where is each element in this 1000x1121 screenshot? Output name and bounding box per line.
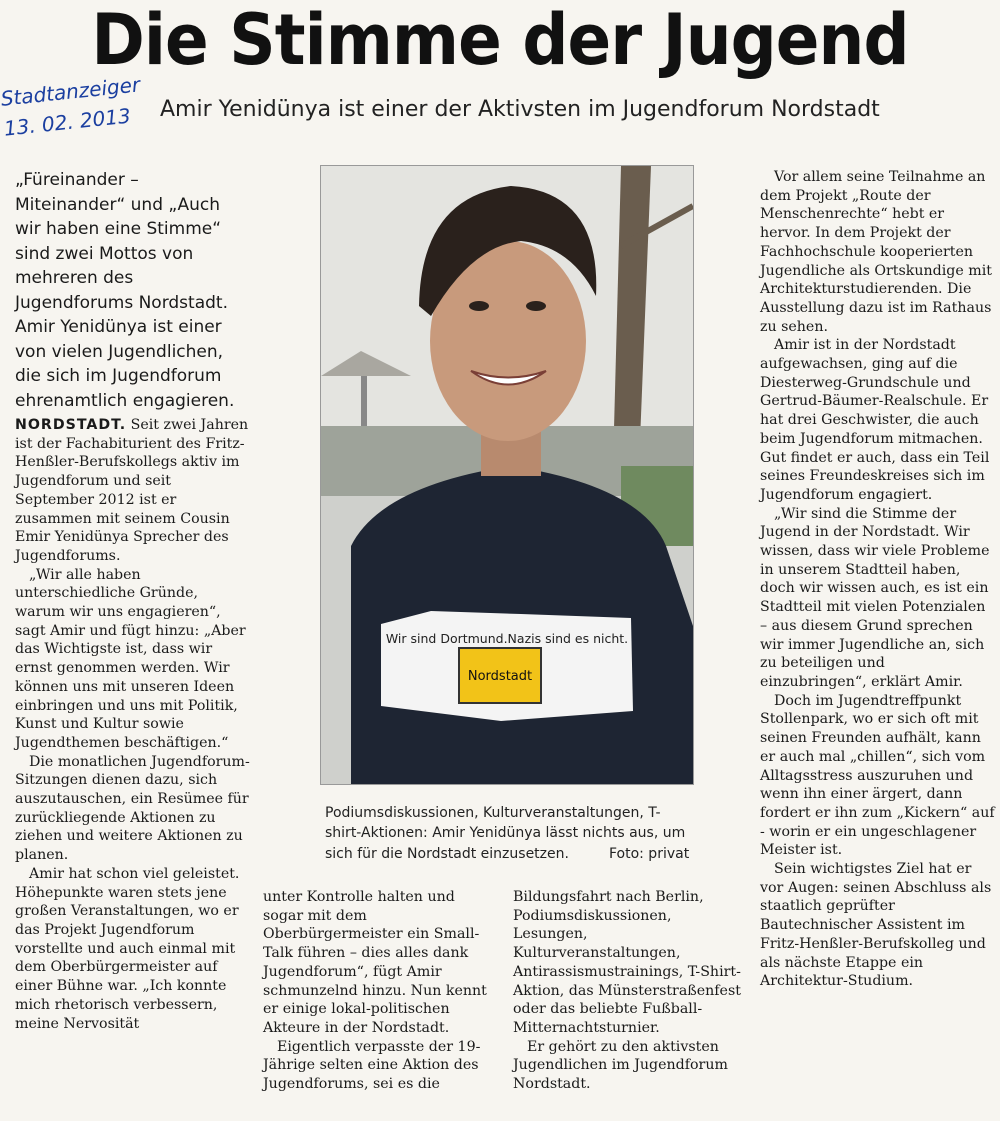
paragraph-text: Seit zwei Jahren ist der Fachabiturient des Fritz-Henßler-Berufskollegs aktiv im Jugendforum und seit September 2012 ist er zusammen mit seinem Cousin Emir Yenidünya Sprecher des Jugendforums. xyxy=(15,417,249,564)
handwritten-date: 13. 02. 2013 xyxy=(2,103,132,141)
shirt-slogan: Wir sind Dortmund.Nazis sind es nicht. xyxy=(385,631,629,646)
dateline-kicker: NORDSTADT. xyxy=(15,417,127,433)
photo-caption xyxy=(325,803,695,864)
article-column-1 xyxy=(15,416,250,1033)
paragraph: Er gehört zu den aktivsten Jugendlichen im Jugendforum Nordstadt. xyxy=(513,1038,728,1093)
photo-credit: Foto: privat xyxy=(608,845,690,862)
paragraph: „Wir alle haben unterschiedliche Gründe, warum wir uns engagieren“, sagt Amir und fügt hinzu: „Aber das Wichtigste ist, dass wir ernst genommen werden. Wir können uns mit unseren Ideen einbringen und uns mit Politik, Kunst und Kultur sowie Jugendthemen beschäftigen.“ xyxy=(15,566,246,751)
paragraph: unter Kontrolle halten und sogar mit dem Oberbürgermeister ein Small-Talk führen – dies alles dank Jugendforum“, fügt Amir schmunzelnd hinzu. Nun kennt er einige lokal-politischen Akteure in der Nordstadt. xyxy=(263,889,487,1036)
subtitle: Amir Yenidünya ist einer der Aktivsten im Jugendforum Nordstadt xyxy=(160,97,880,122)
paragraph: Eigentlich verpasste der 19-Jährige selten eine Aktion des Jugendforums, sei es die xyxy=(263,1038,481,1093)
paragraph xyxy=(15,416,250,566)
article-column-3 xyxy=(513,888,743,1094)
paragraph: Doch im Jugendtreffpunkt Stollenpark, wo er sich oft mit seinen Freunden aufhält, kann er auch mal „chillen“, sich vom Alltagsstress auszuruhen und wenn ihn einer ärgert, dann fordert er ihn zum „Kickern“ auf - worin er ein ungeschlagener Meister ist. xyxy=(760,692,995,859)
nordstadt-sign-text: Nordstadt xyxy=(467,669,533,684)
paragraph: „Wir sind die Stimme der Jugend in der Nordstadt. Wir wissen, dass wir viele Probleme in unserem Stadtteil haben, doch wir wissen auch, es ist ein Stadtteil mit vielen Potenzialen – aus diesem Grund sprechen wir immer Jugendliche an, sich zu beteiligen und einzubringen“, erklärt Amir. xyxy=(760,505,990,690)
handwritten-source-note xyxy=(0,68,155,143)
paragraph: Bildungsfahrt nach Berlin, Podiumsdiskussionen, Lesungen, Kulturveranstaltungen, Antirassismustrainings, T-Shirt-Aktion, das Münsterstraßenfest oder das beliebte Fußball-Mitternachtsturnier. xyxy=(513,889,741,1036)
portrait-photo xyxy=(320,165,694,785)
lede-paragraph: „Füreinander – Miteinander“ und „Auch wir haben eine Stimme“ sind zwei Mottos von mehreren des Jugendforums Nordstadt. Amir Yenidünya ist einer von vielen Jugendlichen, die sich im Jugendforum ehrenamtlich engagieren. xyxy=(15,170,235,411)
paragraph: Amir hat schon viel geleistet. Höhepunkte waren stets jene großen Veranstaltungen, wo er das Projekt Jugendforum vorstellte und auch einmal mit dem Oberbürgermeister auf einer Bühne war. „Ich konnte mich rhetorisch verbessern, meine Nervosität xyxy=(15,865,240,1032)
paragraph: Vor allem seine Teilnahme an dem Projekt „Route der Menschenrechte“ hebt er hervor. In dem Projekt der Fachhochschule kooperierten Jugendliche als Ortskundige mit Architekturstudierenden. Die Ausstellung dazu ist im Rathaus zu sehen. xyxy=(760,169,992,335)
article-column-2 xyxy=(263,888,495,1094)
paragraph: Amir ist in der Nordstadt aufgewachsen, ging auf die Diesterweg-Grundschule und Gertrud-Bäumer-Realschule. Er hat drei Geschwister, die auch beim Jugendforum mitmachen. Gut findet er auch, dass ein Teil seines Freundeskreises sich im Jugendforum engagiert. xyxy=(760,337,990,503)
caption-text: Podiumsdiskussionen, Kulturveranstaltungen, T-shirt-Aktionen: Amir Yenidünya lässt nichts aus, um sich für die Nordstadt einzusetzen. xyxy=(325,805,686,862)
article-column-4 xyxy=(760,168,995,991)
headline: Die Stimme der Jugend xyxy=(91,0,909,81)
handwritten-publication: Stadtanzeiger xyxy=(0,72,142,111)
paragraph: Sein wichtigstes Ziel hat er vor Augen: seinen Abschluss als staatlich geprüfter Bautechnischer Assistent im Fritz-Henßler-Berufskolleg und als nächste Etappe ein Architektur-Studium. xyxy=(760,861,992,990)
portrait-illustration xyxy=(321,166,693,784)
paragraph: Die monatlichen Jugendforum-Sitzungen dienen dazu, sich auszutauschen, ein Resümee für zurückliegende Aktionen zu ziehen und weitere Aktionen zu planen. xyxy=(15,753,250,864)
